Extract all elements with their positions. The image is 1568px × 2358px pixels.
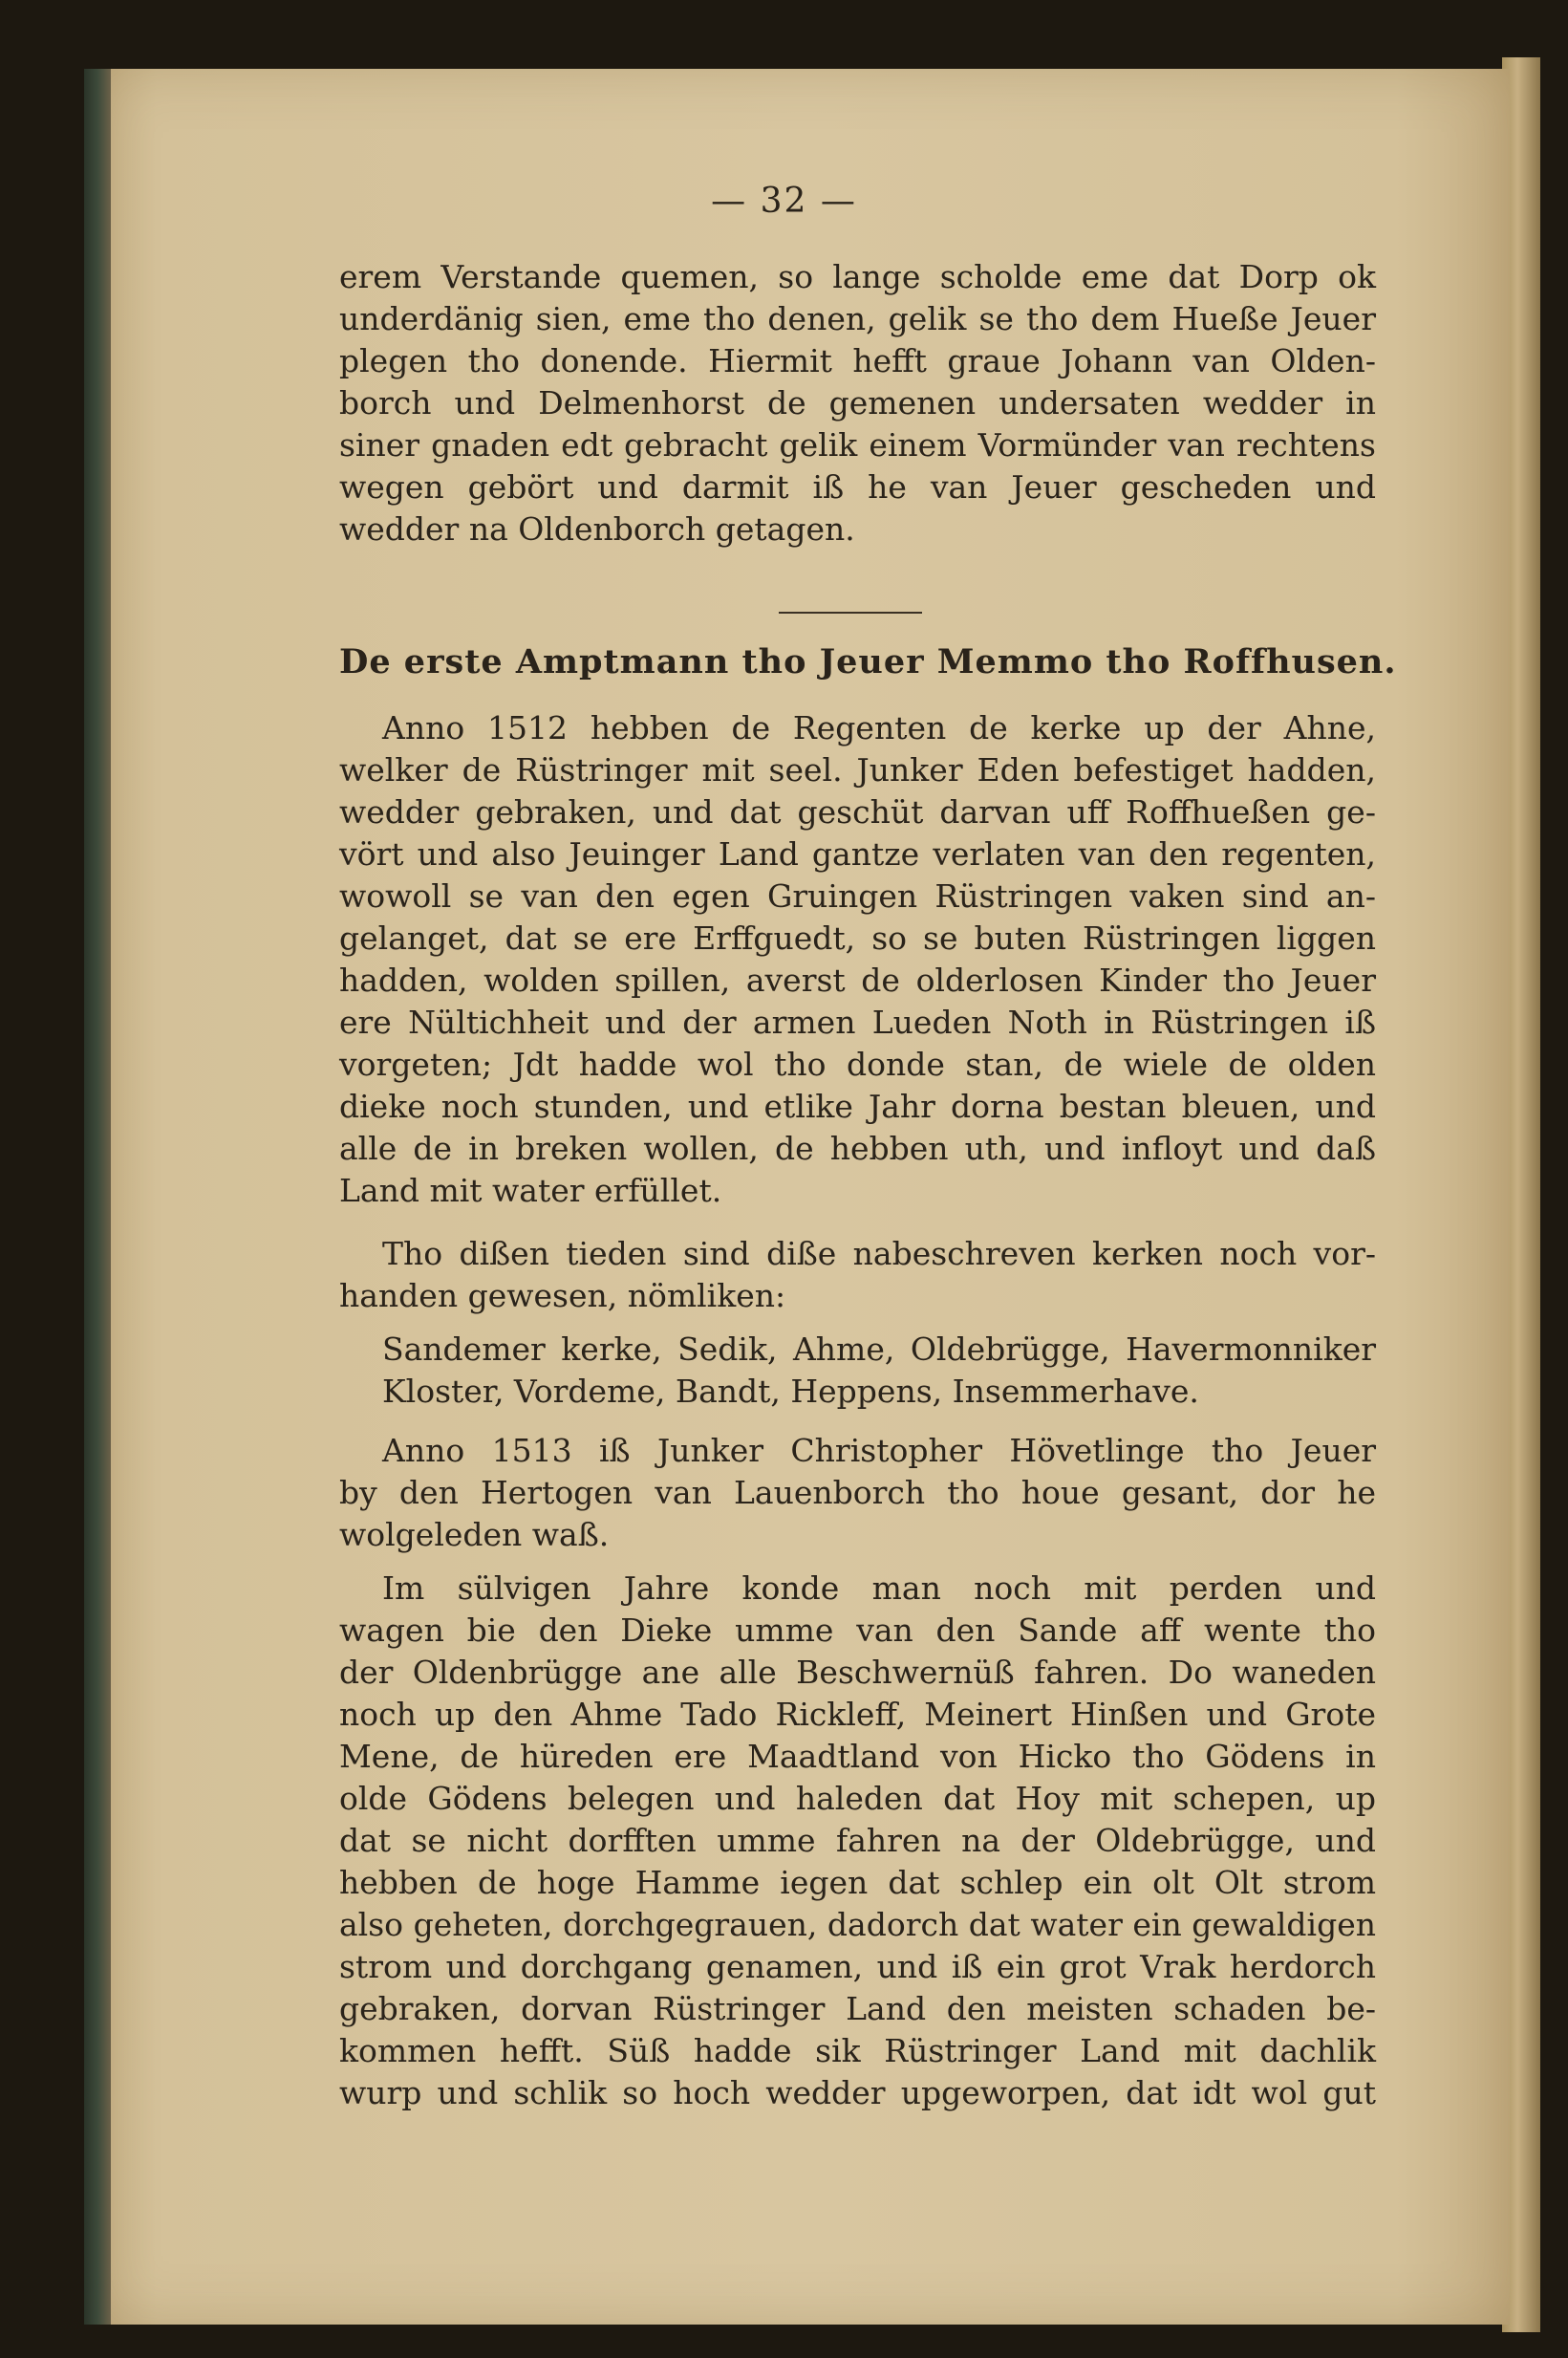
book-spine bbox=[84, 69, 111, 2325]
text-line: Mene, de hüreden ere Maadtland von Hicko tho Gödens in bbox=[339, 1738, 1376, 1775]
text-line: hadden, wolden spillen, averst de olderlosen Kinder tho Jeuer bbox=[339, 962, 1376, 999]
text-line: noch up den Ahme Tado Rickleff, Meinert Hinßen und Grote bbox=[339, 1696, 1376, 1733]
text-line: siner gnaden edt gebracht gelik einem Vormünder van rechtens bbox=[339, 426, 1376, 464]
text-line: dat se nicht dorfften umme fahren na der Oldebrügge, und bbox=[339, 1822, 1376, 1859]
text-line: hebben de hoge Hamme iegen dat schlep ein olt Olt strom bbox=[339, 1864, 1376, 1901]
text-line: Land mit water erfüllet. bbox=[339, 1172, 722, 1209]
text-line: gebraken, dorvan Rüstringer Land den meisten schaden be- bbox=[339, 1990, 1376, 2027]
text-line: wolgeleden waß. bbox=[339, 1516, 610, 1553]
text-line: by den Hertogen van Lauenborch tho houe gesant, dor he bbox=[339, 1474, 1376, 1511]
text-line: Tho dißen tieden sind diße nabeschreven kerken noch vor- bbox=[382, 1235, 1376, 1272]
text-line: Kloster, Vordeme, Bandt, Heppens, Insemmerhave. bbox=[382, 1373, 1199, 1410]
section-heading: De erste Amptmann tho Jeuer Memmo tho Roffhusen. bbox=[339, 642, 1397, 681]
text-line: vört und also Jeuinger Land gantze verlaten van den regenten, bbox=[339, 835, 1376, 873]
text-line: vorgeten; Jdt hadde wol tho donde stan, de wiele de olden bbox=[339, 1046, 1376, 1083]
text-line: strom und dorchgang genamen, und iß ein grot Vrak herdorch bbox=[339, 1948, 1376, 1985]
text-line: wegen gebört und darmit iß he van Jeuer gescheden und bbox=[339, 468, 1376, 506]
text-line: plegen tho donende. Hiermit hefft graue Johann van Olden- bbox=[339, 342, 1376, 379]
text-line: dieke noch stunden, und etlike Jahr dorna bestan bleuen, und bbox=[339, 1088, 1376, 1125]
text-line: gelanget, dat se ere Erffguedt, so se buten Rüstringen liggen bbox=[339, 919, 1376, 957]
text-line: erem Verstande quemen, so lange scholde eme dat Dorp ok bbox=[339, 258, 1376, 295]
text-line: Anno 1513 iß Junker Christopher Hövetlinge tho Jeuer bbox=[382, 1432, 1376, 1469]
text-line: wurp und schlik so hoch wedder upgeworpen, dat idt wol gut bbox=[339, 2074, 1376, 2111]
text-line: ere Nültichheit und der armen Lueden Noth in Rüstringen iß bbox=[339, 1004, 1376, 1041]
text-line: underdänig sien, eme tho denen, gelik se tho dem Hueße Jeuer bbox=[339, 300, 1376, 337]
text-line: wowoll se van den egen Gruingen Rüstringen vaken sind an- bbox=[339, 877, 1376, 915]
text-line: borch und Delmenhorst de gemenen undersaten wedder in bbox=[339, 384, 1376, 422]
text-line: kommen hefft. Süß hadde sik Rüstringer Land mit dachlik bbox=[339, 2032, 1376, 2069]
text-line: wedder na Oldenborch getagen. bbox=[339, 510, 855, 548]
text-line: handen gewesen, nömliken: bbox=[339, 1277, 786, 1314]
text-line: olde Gödens belegen und haleden dat Hoy mit schepen, up bbox=[339, 1780, 1376, 1817]
page-number: — 32 — bbox=[711, 182, 857, 221]
text-line: Anno 1512 hebben de Regenten de kerke up der Ahne, bbox=[382, 709, 1376, 746]
text-line: alle de in breken wollen, de hebben uth, und infloyt und daß bbox=[339, 1130, 1376, 1167]
text-line: wedder gebraken, und dat geschüt darvan uff Roffhueßen ge- bbox=[339, 793, 1376, 831]
text-line: der Oldenbrügge ane alle Beschwernüß fahren. Do waneden bbox=[339, 1654, 1376, 1691]
text-line: also geheten, dorchgegrauen, dadorch dat water ein gewaldigen bbox=[339, 1906, 1376, 1943]
section-divider bbox=[779, 612, 922, 614]
text-line: Sandemer kerke, Sedik, Ahme, Oldebrügge, Havermonniker bbox=[382, 1330, 1376, 1368]
text-line: wagen bie den Dieke umme van den Sande aff wente tho bbox=[339, 1612, 1376, 1649]
text-line: Im sülvigen Jahre konde man noch mit perden und bbox=[382, 1569, 1376, 1607]
text-line: welker de Rüstringer mit seel. Junker Eden befestiget hadden, bbox=[339, 751, 1376, 789]
